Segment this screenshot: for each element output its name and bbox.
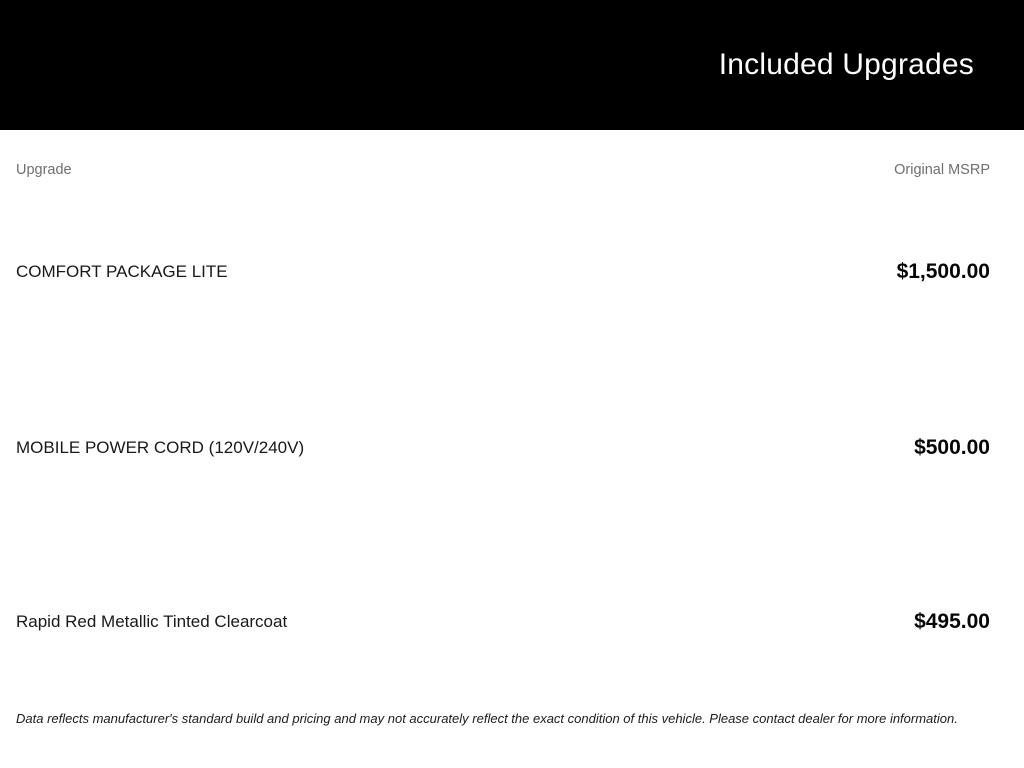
table-header-row: [16, 160, 990, 180]
upgrade-price: $495.00: [914, 610, 990, 633]
upgrade-name: COMFORT PACKAGE LITE: [16, 262, 228, 281]
table-row: [16, 260, 990, 284]
column-header-original-msrp: Original MSRP: [894, 162, 990, 178]
upgrades-table: [0, 160, 1024, 727]
upgrade-price: $1,500.00: [896, 260, 990, 283]
title-bar: [0, 0, 1024, 130]
upgrade-name: MOBILE POWER CORD (120V/240V): [16, 438, 305, 457]
page-title: Included Upgrades: [718, 48, 974, 81]
column-header-upgrade: Upgrade: [16, 162, 72, 178]
table-row: [16, 610, 990, 634]
table-row: [16, 436, 990, 460]
upgrade-price: $500.00: [914, 436, 990, 459]
upgrade-name: Rapid Red Metallic Tinted Clearcoat: [16, 612, 288, 631]
disclaimer-text: Data reflects manufacturer's standard build and pricing and may not accurately reflect the exact condition of this vehicle. Please contact dealer for more information.: [16, 711, 958, 726]
